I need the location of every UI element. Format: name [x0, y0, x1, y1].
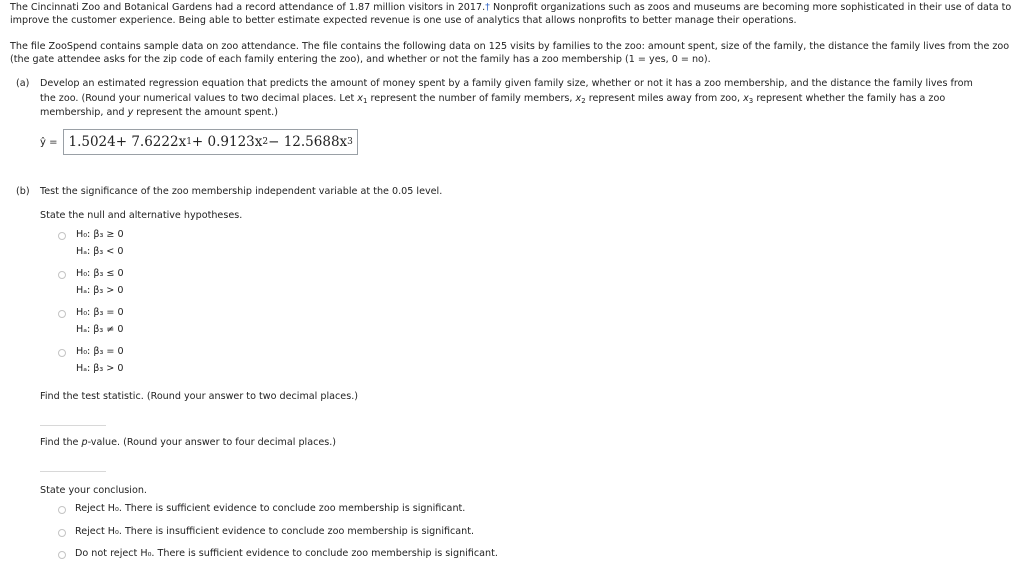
hypothesis-option-1-radio[interactable] [58, 232, 66, 240]
intro-text-cont: Nonprofit organizations such as zoos and museums are becoming more sophisticated in their use of data to improve the customer experience. Being able to better estimate expected revenue is one use of analytics that allows nonprofits to better manage their operations. [10, 2, 1012, 26]
test-statistic-prompt: Find the test statistic. (Round your answer to two decimal places.) [40, 391, 358, 402]
hypothesis-option-1-h0: H₀: β₃ ≥ 0 [76, 229, 124, 240]
yhat-label: ŷ = [40, 136, 58, 148]
part-a-label: (a) [16, 78, 30, 89]
part-b-label: (b) [16, 186, 30, 197]
hypothesis-option-3-h0: H₀: β₃ = 0 [76, 307, 124, 318]
footnote-dagger-link[interactable]: † [485, 2, 490, 13]
test-statistic-input[interactable] [40, 425, 106, 426]
hypothesis-option-4-h0: H₀: β₃ = 0 [76, 346, 124, 357]
hypothesis-option-2-h0: H₀: β₃ ≤ 0 [76, 268, 124, 279]
hypothesis-option-2-ha: Hₐ: β₃ > 0 [76, 285, 124, 296]
part-a-line1: Develop an estimated regression equation that predicts the amount of money spent by a family given family size, whether or not it has a zoo membership, and the distance the family lives from [40, 78, 973, 89]
conclusion-option-1-label: Reject H₀. There is sufficient evidence to conclude zoo membership is significant. [75, 503, 466, 514]
intro-text: The Cincinnati Zoo and Botanical Gardens had a record attendance of 1.87 million visitors in 2017. [10, 2, 486, 13]
hypothesis-option-2-radio[interactable] [58, 271, 66, 279]
conclusion-option-2-radio[interactable] [58, 529, 66, 537]
part-a-line2: the zoo. (Round your numerical values to two decimal places. Let $x_1$ represent the number of family members, $x_2$ represent miles away from zoo, $x_3$ represent whether the family has a zoo [40, 93, 946, 105]
hypothesis-option-4-radio[interactable] [58, 349, 66, 357]
regression-equation-row [40, 129, 358, 155]
file-description: The file ZooSpend contains sample data on zoo attendance. The file contains the following data on 125 visits by families to the zoo: amount spent, size of the family, the distance the family lives from the zoo (the gate attendee asks for the zip code of each family entering the zoo), and whether or not the family has a zoo membership (1 = yes, 0 = no). [10, 41, 1010, 65]
conclusion-option-3-label: Do not reject H₀. There is sufficient evidence to conclude zoo membership is significant. [75, 548, 498, 559]
conclusion-option-1-radio[interactable] [58, 506, 66, 514]
regression-equation-answer[interactable]: 1.5024 + 7.6222x 1 + 0.9123x 2 − 12.5688x 3 [63, 129, 357, 155]
hypotheses-prompt: State the null and alternative hypotheses. [40, 210, 243, 221]
part-a-line3: membership, and y represent the amount spent.) [40, 107, 278, 118]
hypothesis-option-3-radio[interactable] [58, 310, 66, 318]
pvalue-input[interactable] [40, 471, 106, 472]
intro-paragraph [10, 1, 1018, 27]
hypothesis-option-3-ha: Hₐ: β₃ ≠ 0 [76, 324, 124, 335]
conclusion-option-3-radio[interactable] [58, 551, 66, 559]
hypothesis-option-1-ha: Hₐ: β₃ < 0 [76, 246, 124, 257]
pvalue-prompt: Find the p-value. (Round your answer to four decimal places.) [40, 437, 337, 448]
part-b-test-text: Test the significance of the zoo membership independent variable at the 0.05 level. [40, 186, 443, 197]
conclusion-prompt: State your conclusion. [40, 485, 147, 496]
conclusion-option-2-label: Reject H₀. There is insufficient evidence to conclude zoo membership is significant. [75, 526, 475, 537]
hypothesis-option-4-ha: Hₐ: β₃ > 0 [76, 363, 124, 374]
